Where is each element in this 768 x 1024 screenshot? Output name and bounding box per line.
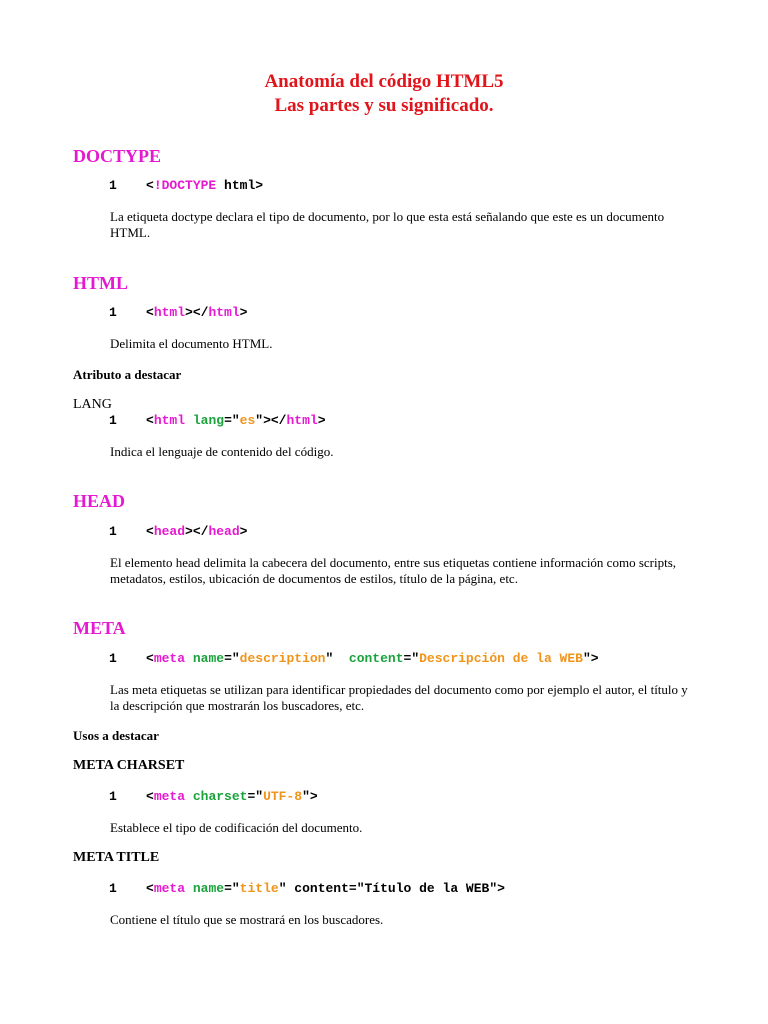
lang-heading: LANG [73, 397, 112, 412]
code-html: <html></html> [146, 305, 248, 320]
code-meta-description: <meta name="description" content="Descripción de la WEB"> [146, 651, 599, 666]
section-heading-meta: META [73, 618, 126, 638]
code-html-lang: <html lang="es"></html> [146, 413, 326, 428]
code-line-number: 1 [109, 789, 117, 804]
section-heading-html: HTML [73, 273, 129, 293]
code-line-number: 1 [109, 881, 117, 896]
section-heading-doctype: DOCTYPE [73, 146, 162, 166]
meta-description: Las meta etiquetas se utilizan para identificar propiedades del documento como por ejemplo el autor, el título y la descripción que mostrarán los buscadores, etc. [110, 682, 688, 713]
code-meta-charset: <meta charset="UTF-8"> [146, 789, 318, 804]
section-heading-head: HEAD [73, 491, 126, 511]
code-line-number: 1 [109, 651, 117, 666]
meta-charset-description: Establece el tipo de codificación del documento. [110, 820, 363, 835]
lang-description: Indica el lenguaje de contenido del código. [110, 444, 334, 459]
code-doctype: <!DOCTYPE html> [146, 178, 264, 193]
uses-heading: Usos a destacar [73, 728, 159, 743]
attribute-heading: Atributo a destacar [73, 367, 182, 382]
code-line-number: 1 [109, 413, 117, 428]
meta-title-description: Contiene el título que se mostrará en los buscadores. [110, 912, 384, 927]
code-line-number: 1 [109, 178, 117, 193]
meta-title-heading: META TITLE [73, 850, 160, 865]
code-line-number: 1 [109, 305, 117, 320]
code-head: <head></head> [146, 524, 248, 539]
head-description: El elemento head delimita la cabecera del documento, entre sus etiquetas contiene información como scripts, metadatos, estilos, ubicación de documentos de estilos, título de la página, etc. [110, 555, 677, 586]
document-title-line2: Las partes y su significado. [274, 95, 494, 116]
code-meta-title: <meta name="title" content="Título de la WEB"> [146, 881, 505, 896]
doctype-description: La etiqueta doctype declara el tipo de documento, por lo que esta está señalando que este es un documento HTML. [110, 209, 665, 240]
document-title-line1: Anatomía del código HTML5 [264, 71, 504, 92]
code-line-number: 1 [109, 524, 117, 539]
meta-charset-heading: META CHARSET [73, 758, 185, 773]
html-description: Delimita el documento HTML. [110, 336, 273, 351]
